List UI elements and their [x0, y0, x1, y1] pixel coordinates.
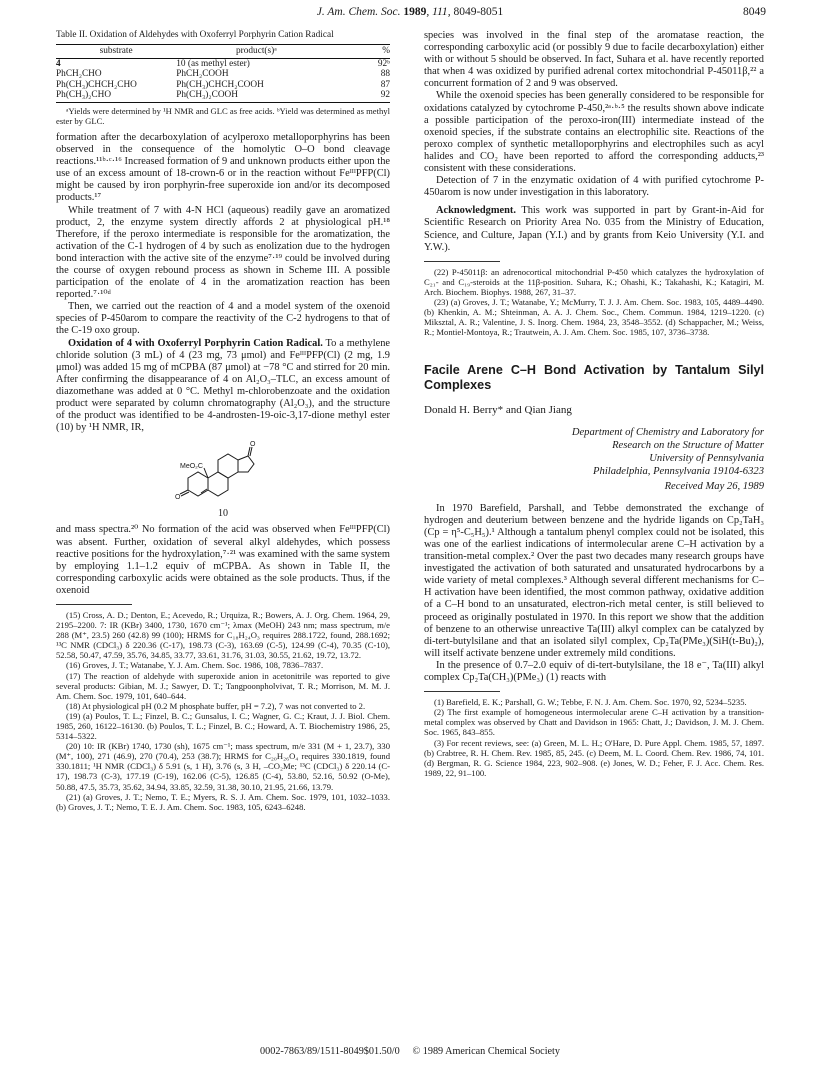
- table-cell: 4: [56, 58, 61, 69]
- table-cell: Ph(CH₃)₂COOH: [176, 90, 336, 102]
- right-column: [424, 30, 764, 778]
- page-number: 8049: [743, 6, 766, 18]
- reference-item: (3) For recent reviews, see: (a) Green, M. L. H.; O'Hare, D. Pure Appl. Chem. 1985, 57, 1897. (b) Crabtree, R. H. Chem. Rev. 1985, 85, 245. (c) Deem, M. L. Coord. Chem. Rev. 1986, 74, 101. (d) Bergman, R. G. Science 1984, 223, 902–908. (e) Jones, W. D.; Feher, F. J. Acc. Chem. Res. 1989, 22, 91–100.: [424, 737, 764, 778]
- journal-pages: 8049-8051: [453, 6, 504, 18]
- table-cell: 88: [380, 69, 390, 80]
- body-paragraph: While treatment of 7 with 4-N HCl (aqueous) readily gave an aromatized product, 2, the enzyme system directly affords 2 at physiological pH.¹⁸ Therefore, if the peroxo intermediate is responsible for the aromatization, the activation of the C-1 hydrogen of 4 by such as enolization due to the hydrogen bond interaction with the active site of the enzyme⁷·¹⁹ could be involved during the course of oxygen rebound process as shown in Scheme III. A possible participation of the enolate of 4 in the aromatization reaction has been reported.⁷·¹⁰ᵈ: [56, 204, 390, 301]
- structure-label: MeO₂C: [180, 463, 203, 471]
- compound-number: 10: [218, 508, 228, 520]
- table-cell: Ph(CH₃)₂CHO: [56, 90, 176, 102]
- table-cell: 10 (as methyl ester): [176, 58, 250, 69]
- reference-list: [424, 697, 764, 778]
- table-header-products: product(s)ᵃ: [176, 45, 336, 59]
- reference-item: (18) At physiological pH (0.2 M phosphate buffer, pH = 7.2), 7 was not converted to 2.: [66, 700, 366, 711]
- acknowledgment: [424, 205, 764, 253]
- affiliation-line: Department of Chemistry and Laboratory for: [571, 427, 764, 439]
- copyright-notice: © 1989 American Chemical Society: [412, 1046, 560, 1057]
- page-footer: [0, 1046, 820, 1057]
- reference-list: [56, 610, 390, 812]
- body-paragraph: While the oxenoid species has been generally considered to be responsible for oxidations catalyzed by cytochrome P-450,²ᵃ·ᵇ·⁵ the results shown above indicate a possible participation of the peroxo-iron(III) intermediate instead of the oxenoid species, if the substrate contains an electrophilic site. Reactions of the peroxo complex of synthetic metalloporphyrins and electrophiles such as acyl halides and CO₂ have been reported to afford the corresponding adducts,²³ consistent with these considerations.: [424, 90, 764, 175]
- table-cell: 92: [337, 90, 390, 102]
- table-row: [56, 80, 390, 91]
- table-header-percent: %: [337, 45, 390, 59]
- affiliation-line: Research on the Structure of Matter: [612, 440, 764, 452]
- table-cell: Ph(CH₃)CHCH₂COOH: [176, 79, 264, 90]
- article-authors: Donald H. Berry* and Qian Jiang: [424, 404, 572, 417]
- footnote-divider: [56, 604, 132, 605]
- section-heading: Oxidation of 4 with Oxoferryl Porphyrin Cation Radical.: [68, 337, 323, 349]
- acknowledgment-heading: Acknowledgment.: [436, 205, 516, 217]
- author-affiliation: [424, 427, 764, 478]
- reference-item: (23) (a) Groves, J. T.; Watanabe, Y.; McMurry, T. J. J. Am. Chem. Soc. 1983, 105, 4489–4490. (b) Khenkin, A. M.; Shteinman, A. A. J. Chem. Soc., Chem. Commun. 1984, 1219–1220. (c) Miksztal, A. R.; Valentine, J. S. Inorg. Chem. 1984, 23, 3548–3552. (d) Schappacher, M.; Weiss, R.; Montiel-Montoya, R.; Trautwein, A. J. Am. Chem. Soc. 1985, 107, 3736–3738.: [424, 296, 764, 338]
- body-paragraph: [56, 338, 390, 435]
- body-paragraph: Detection of 7 in the enzymatic oxidation of 4 with purified cytochrome P-450arom is now under investigation in this laboratory.: [424, 175, 764, 199]
- left-column: [56, 30, 390, 812]
- table-cell: Ph(CH₃)CHCH₂CHO: [56, 79, 137, 90]
- svg-text:O: O: [175, 494, 181, 502]
- journal-volume: 111: [432, 6, 448, 18]
- journal-year: 1989: [403, 6, 427, 18]
- reference-item: (2) The first example of homogeneous intermolecular arene C–H activation by a transition-metal complex was observed by Chatt and Davidson in 1965: Chatt, J.; Davidson, J. M. J. Chem. Soc. 1965, 843–855.: [424, 707, 764, 738]
- svg-text:O: O: [250, 441, 256, 449]
- chemical-structure: [56, 438, 390, 506]
- results-table: [56, 44, 390, 103]
- table-caption: Table II. Oxidation of Aldehydes with Oxoferryl Porphyrin Cation Radical: [56, 30, 334, 40]
- table-cell: PhCH₂COOH: [176, 69, 229, 80]
- journal-name: J. Am. Chem. Soc.: [316, 6, 401, 18]
- reference-item: (17) The reaction of aldehyde with superoxide anion in acetonitrile was reported to give several products: Gibian, M. J.; Sawyer, D. T.; Tangpoonpholvivat, T. R.; Morrison, M. M. J. Am. Chem. Soc. 1979, 101, 640–644.: [56, 670, 390, 701]
- table-row: [56, 58, 390, 69]
- body-paragraph: In the presence of 0.7–2.0 equiv of di-tert-butylsilane, the 18 e⁻, Ta(III) alkyl complex Cp₂Ta(CH₃)(PMe₃) (1) reacts with: [424, 659, 764, 684]
- reference-item: (1) Barefield, E. K.; Parshall, G. W.; Tebbe, F. N. J. Am. Chem. Soc. 1970, 92, 5234–5235.: [434, 697, 747, 708]
- reference-item: (20) 10: IR (KBr) 1740, 1730 (sh), 1675 cm⁻¹; mass spectrum, m/e 331 (M + 1, 23.7), 330 (M⁺, 100), 271 (46.9), 270 (70.4), 253 (38.7); HRMS for C₂₀H₂₆O₄ requires 330.1819, found 330.1811; ¹H NMR (CDCl₃) δ 5.91 (s, 1 H), 3.76 (s, 3 H, –CO₂Me; ¹³C (CDCl₃) δ 220.14 (C-17), 198.73 (C-3), 177.19 (C-19), 162.06 (C-5), 126.85 (C-4), 53.80, 52.16, 50.92 (O-Me), 50.88, 47.5, 35.73, 35.62, 34.94, 33.85, 32.59, 31.38, 30.10, 21.95, 21.66, 13.79.: [56, 741, 390, 792]
- steroid-structure-icon: [168, 438, 278, 506]
- received-date: Received May 26, 1989: [664, 480, 764, 492]
- reference-item: (21) (a) Groves, J. T.; Nemo, T. E.; Myers, R. S. J. Am. Chem. Soc. 1979, 101, 1032–1033. (b) Groves, J. T.; Nemo, T. E. J. Am. Chem. Soc. 1983, 105, 6243–6248.: [56, 791, 390, 812]
- affiliation-line: University of Pennsylvania: [649, 453, 764, 465]
- body-paragraph: species was involved in the final step of the aromatase reaction, the corresponding carboxylic acid (or possibly 9 due to facile decarboxylation) either with or without 5 should be observed. In fact, Suhara et al. have recently reported that when 4 was oxidized by purified adrenal cortex mitochondrial P-45011β,²² a concurrent formation of 2 and 9 was observed.: [424, 30, 764, 90]
- article-code: 0002-7863/89/1511-8049$01.50/0: [260, 1046, 400, 1057]
- reference-item: (22) P-45011β: an adrenocortical mitochondrial P-450 which catalyzes the hydroxylation of C₂₁- and C₁₉-steroids at the 11β-position. Suhara, K.; Ohashi, K.; Takahashi, K.; Katagiri, M. Arch. Biochem. Biophys. 1988, 267, 31–37.: [424, 266, 764, 297]
- body-paragraph: In 1970 Barefield, Parshall, and Tebbe demonstrated the exchange of hydrogen and deuterium between benzene and the hydride ligands on Cp₂TaH₃ (Cp = η⁵-C₅H₅).¹ Although a tantalum phenyl complex could not be isolated, this was one of the earliest indications of intermolecular arene C–H activation by a transition-metal complex.² Over the past two decades many research groups have investigated the activation of both saturated and unsaturated hydrocarbons by a wide variety of metal complexes.³ Although several different mechanisms for C–H activation have been identified, the most common pathway, oxidative addition of a C–H bond to an unsaturated, electron-rich metal center, is still believed to proceed as originally postulated in 1970. In this report we show that the addition of benzene to an otherwise unreactive Ta(III) alkyl complex can be catalyzed by di-tert-butylsilane and that an isolated silyl complex, Cp₂Ta(PMe₃)(SiH(t-Bu)₂), will itself activate benzene under extremely mild conditions.: [424, 502, 764, 659]
- body-paragraph: Then, we carried out the reaction of 4 and a model system of the oxenoid species of P-450arom to compare the reactivity of the C-2 hydrogens to that of the C-19 oxo group.: [56, 301, 390, 337]
- section-text: To a methylene chloride solution (3 mL) of 4 (23 mg, 73 μmol) and FeᴵᴵᴵPFP(Cl) (2 mg, 1.9 μmol) was added 15 mg of mCPBA (87 μmol) at −78 °C and stirred for 20 min. After confirming the disappearance of 4 on Al₂O₃–TLC, an excess amount of diazomethane was added at 0 °C. Methyl m-chlorobenzoate and the oxidation product were separated by column chromatography (Al₂O₃), and the structure of the product was identified to be 4-androsten-19-oic-3,17-dione methyl ester (10) by ¹H NMR, IR,: [56, 337, 390, 434]
- footnote-divider: [424, 691, 500, 692]
- table-header-substrate: substrate: [56, 45, 176, 59]
- journal-citation: J. Am. Chem. Soc. 1989, 111, 8049-8051: [316, 6, 504, 18]
- table-cell: 92ᵇ: [377, 58, 390, 69]
- table-footnotes: [56, 106, 390, 126]
- acknowledgment-text: This work was supported in part by Grant-in-Aid for Scientific Research on Priority Area No. 035 from the Ministry of Education, Science, and Culture, Japan (Y.I.) and by grants from Keio University (Y.I. and Y.W.).: [424, 205, 764, 253]
- body-paragraph: and mass spectra.²⁰ No formation of the acid was observed when FeᴵᴵᴵPFP(Cl) was absent. Further, oxidation of several alkyl aldehydes, which possess reactive positions for the hydroxylation,⁷·²¹ was examined with the same system by employing 1.1–1.2 equiv of mCPBA. As shown in Table II, the corresponding carboxylic acids were obtained as the sole products. Thus, if the oxenoid: [56, 524, 390, 596]
- footnote-divider: [424, 261, 500, 262]
- table-row: [56, 69, 390, 80]
- reference-item: (16) Groves, J. T.; Watanabe, Y. J. Am. Chem. Soc. 1986, 108, 7836–7837.: [66, 660, 324, 671]
- reference-item: (19) (a) Poulos, T. L.; Finzel, B. C.; Gunsalus, I. C.; Wagner, G. C.; Kraut, J. J. Biol. Chem. 1985, 260, 16122–16130. (b) Poulos, T. L.; Finzel, B. C.; Howard, A. T. Biochemistry 1986, 25, 5314–5322.: [56, 710, 390, 742]
- running-header: [0, 6, 820, 22]
- affiliation-line: Philadelphia, Pennsylvania 19104-6323: [593, 465, 764, 477]
- table-cell: PhCH₂CHO: [56, 69, 102, 80]
- body-paragraph: formation after the decarboxylation of acylperoxo metalloporphyrins has been observed in the consequence of the homolytic O–O bond cleavage reactions.¹¹ᵇ·ᶜ·¹⁶ Increased formation of 9 and unknown products either upon the use of an excess amount of 18-crown-6 or in the reaction without FeᴵᴵᴵPFP(Cl) might be caused by iron porphyrin-free superoxide ion and/or its decomposed products.¹⁷: [56, 131, 390, 204]
- reference-item: (15) Cross, A. D.; Denton, E.; Acevedo, R.; Urquiza, R.; Bowers, A. J. Org. Chem. 1964, 29, 2195–2200. 7: IR (KBr) 3400, 1730, 1670 cm⁻¹; λmax (MeOH) 243 nm; mass spectrum, m/e 288 (M⁺, 23.5) 260 (42.8) 99 (100); HRMS for C₁₈H₂₄O₃ requires 288.1722, found, 288.1692; ¹³C NMR (CDCl₃) δ 220.36 (C-17), 198.73 (C-3), 163.69 (C-5), 124.99 (C-4), 70.35 (C-10), 52.58, 50.47, 47.59, 35.76, 34.85, 33.77, 33.61, 31.76, 31.03, 30.55, 21.62, 19.72, 13.72.: [56, 609, 390, 661]
- table-row: [56, 90, 390, 102]
- table-cell: 87: [380, 79, 390, 90]
- table-footnote: ᵃYields were determined by ¹H NMR and GLC as free acids. ᵇYield was determined as methyl ester by GLC.: [56, 105, 390, 126]
- article-title: Facile Arene C–H Bond Activation by Tantalum Silyl Complexes: [424, 363, 764, 393]
- reference-list: [424, 267, 764, 338]
